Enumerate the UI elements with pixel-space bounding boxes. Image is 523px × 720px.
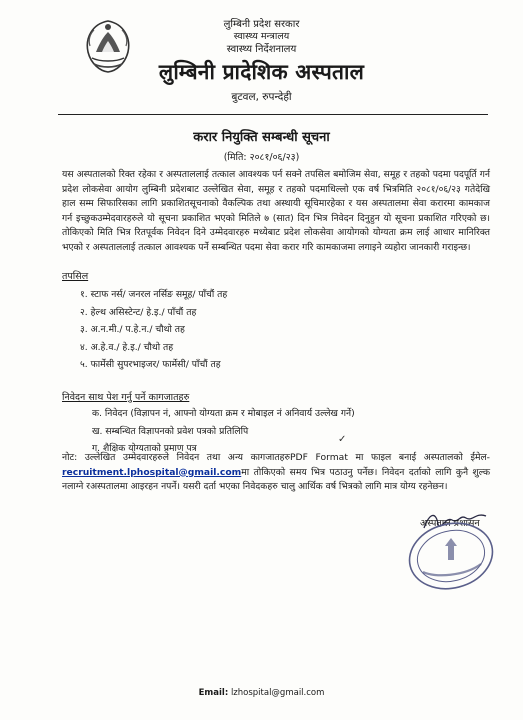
list-item: ख. सम्बन्धित विज्ञापनको प्रवेश पत्रको प्रतिलिपि [92, 425, 249, 437]
list-item: ५. फार्मेसी सुपरभाइजर/ फार्मेसी/ पाँचौं तह [80, 359, 221, 371]
list-item: १. स्टाफ नर्स/ जनरल नर्सिङ समूह/ पाँचौं तह [80, 289, 228, 300]
notice-date: (मिति: २०८१/०६/२३) [223, 152, 300, 163]
header-divider [58, 114, 488, 115]
documents-heading: निवेदन साथ पेश गर्नु पर्ने कागजातहरु [62, 392, 190, 403]
positions-list [80, 286, 227, 374]
directorate-name: स्वास्थ्य निर्देशनालय [226, 44, 297, 55]
government-name: लुम्बिनी प्रदेश सरकार [223, 19, 300, 30]
list-item: ३. अ.न.मी./ प.हे.न./ चौथो तह [80, 324, 185, 336]
ink-mark: ✓ [338, 434, 347, 445]
list-item: २. हेल्थ असिस्टेन्ट/ हे.इ./ पाँचौं तह [80, 306, 197, 318]
hospital-location: बुटवल, रुपन्देही [231, 91, 292, 103]
note-paragraph [62, 451, 490, 495]
documents-list [92, 405, 355, 458]
note-suffix: मा तोकिएको समय भित्र पठाउनु पर्नेछ। निवेदन दर्ताको लागि कुनै शुल्क नलाग्ने रअस्पतालमा आइरहन नपर्ने। यसरी दर्ता भएका निवेदकहरु चालु आर्थिक वर्ष भित्रको लागि मात्र योग्य रहनेछन। [62, 466, 490, 493]
recruitment-email-link[interactable]: recruitment.lphospital@gmail.com [62, 466, 242, 478]
issuing-office: अस्पताल प्रशासन [420, 518, 480, 529]
footer-email[interactable]: lzhospital@gmail.com [230, 688, 325, 698]
hospital-stamp-icon [405, 520, 497, 592]
list-item: ग. शैक्षिक योग्यताको प्रमाण पत्र [92, 443, 197, 455]
notice-title: करार नियुक्ति सम्बन्धी सूचना [193, 130, 330, 145]
notice-body: यस अस्पतालको रिक्त रहेका र अस्पताललाई तत्काल आवश्यक पर्न सक्ने तपसिल बमोजिम सेवा, समूह र तहको पदमा पदपूर्ति गर्न प्रदेश लोकसेवा आयोग लुम्बिनी प्रदेशबाट उल्लेखित सेवा, समूह र तहको पदमाधिल्लो एक वर्ष भित्रमिति २०८१/०६/२३ गतेदेखि हाल सम्म सिफारिसका लागि प्रकाशितसूचनाको वैकल्पिक तथा अस्थायी सूचिमारहेका र यस अस्पतालमा सेवा करारमा कामकाज गर्न इच्छुकउम्मेदवारहरुले यो सूचना प्रकाशित भएको मितिले ७ (सात) दिन भित्र निवेदन दिनुहुन यो सूचना प्रकाशित गरिएको छ। तोकिएको मिति भित्र रितपूर्वक निवेदन दिने उम्मेदवारहरु मध्येबाट प्रदेश लोकसेवा आयोगको योग्यता क्रम लाई आधार मानिरिक्त भएको र अस्पताललाई तत्काल आवश्यक पर्ने सम्बन्धित पदमा सेवा करार गरि कामकाजमा लगाइने व्यहोरा जानकारी गराइन्छ। [62, 169, 490, 253]
ministry-name: स्वास्थ्य मन्त्रालय [233, 31, 290, 42]
footer-email-label: Email: [198, 688, 229, 698]
positions-heading: तपसिल [62, 271, 89, 282]
hospital-name: लुम्बिनी प्रादेशिक अस्पताल [158, 60, 365, 84]
list-item: ४. अ.हे.व./ हे.इ./ चौथो तह [80, 341, 174, 353]
footer-contact [0, 688, 523, 698]
list-item: क. निवेदन (विज्ञापन नं, आफ्नो योग्यता क्रम र मोबाइल नं अनिवार्य उल्लेख गर्ने) [92, 408, 355, 419]
note-prefix: नोट: उल्लेखित उम्मेदवारहरुले निवेदन तथा अन्य कागजातहरुPDF Format मा फाइल बनाई अस्पतालको ईमेल- [62, 452, 490, 463]
